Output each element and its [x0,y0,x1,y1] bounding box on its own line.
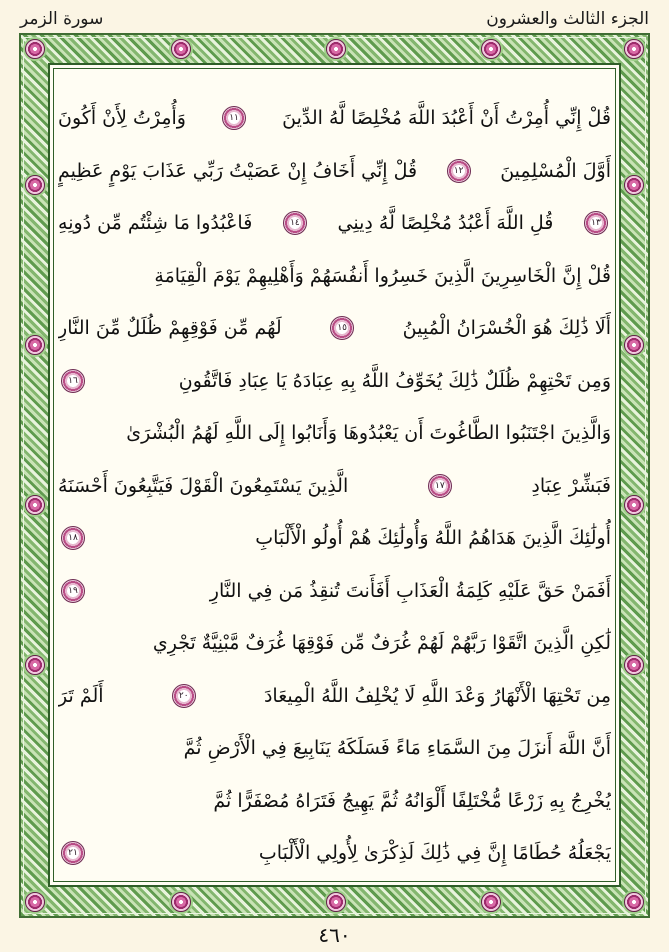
bottom-ornament-icon [171,892,191,912]
text-line [58,407,611,460]
ayah-number-marker: ١٩ [61,579,85,603]
text-line [58,512,611,565]
bottom-ornament-icon [481,892,501,912]
ayah-text: أَلَا ذَٰلِكَ هُوَ الْخُسْرَانُ الْمُبِينُ [402,317,611,339]
side-ornament-icon [624,655,644,675]
ayah-text: وَمِن تَحْتِهِمْ ظُلَلٌ ذَٰلِكَ يُخَوِّفُ اللَّهُ بِهِ عِبَادَهُ يَا عِبَادِ فَاتَّقُونِ [178,369,611,392]
side-ornament-icon [624,175,644,195]
ayah-number-marker: ٢٠ [172,684,196,708]
ayah-number-marker: ١١ [222,106,246,130]
ayah-text: لَٰكِنِ الَّذِينَ اتَّقَوْا رَبَّهُمْ لَهُمْ غُرَفٌ مِّن فَوْقِهَا غُرَفٌ مَّبْنِيَّةٌ تَجْرِي [152,632,611,654]
side-ornament-icon [25,335,45,355]
ayah-text: لَهُم مِّن فَوْقِهِمْ ظُلَلٌ مِّنَ النَّارِ [58,317,282,339]
text-line [58,250,611,303]
ayah-number-marker: ٢١ [61,841,85,865]
text-line [58,460,611,513]
ayah-text: قُلْ إِنِّي أُمِرْتُ أَنْ أَعْبُدَ اللَّهَ مُخْلِصًا لَّهُ الدِّينَ [282,107,611,129]
text-line [58,617,611,670]
ayah-text: يَجْعَلُهُ حُطَامًا إِنَّ فِي ذَٰلِكَ لَذِكْرَىٰ لِأُولِي الْأَلْبَابِ [258,842,611,864]
quran-text-block [58,92,611,880]
text-line [58,92,611,145]
corner-ornament-icon [25,892,45,912]
ayah-text: أَوَّلَ الْمُسْلِمِينَ [500,159,611,182]
ayah-number-marker: ١٧ [428,474,452,498]
side-ornament-icon [25,655,45,675]
side-ornament-icon [624,335,644,355]
ayah-text: أَلَمْ تَرَ [58,684,104,707]
surah-title: سورة الزمر [20,9,104,29]
corner-ornament-icon [624,39,644,59]
ayah-text: فَبَشِّرْ عِبَادِ [531,474,611,497]
ayah-number-marker: ١٥ [330,316,354,340]
text-line [58,565,611,618]
corner-ornament-icon [25,39,45,59]
top-ornament-icon [171,39,191,59]
top-ornament-icon [481,39,501,59]
juz-title: الجزء الثالث والعشرون [486,9,649,29]
ayah-text: الَّذِينَ يَسْتَمِعُونَ الْقَوْلَ فَيَتَّبِعُونَ أَحْسَنَهُ [58,474,349,497]
ayah-text: أُولَٰئِكَ الَّذِينَ هَدَاهُمُ اللَّهُ وَأُولَٰئِكَ هُمْ أُولُو الْأَلْبَابِ [255,527,611,549]
ayah-text: مِن تَحْتِهَا الْأَنْهَارُ وَعْدَ اللَّهِ لَا يُخْلِفُ اللَّهُ الْمِيعَادَ [263,684,611,707]
ayah-number-marker: ١٦ [61,369,85,393]
ayah-number-marker: ١٨ [61,526,85,550]
bottom-ornament-icon [326,892,346,912]
ayah-text: قُلْ إِنِّي أَخَافُ إِنْ عَصَيْتُ رَبِّي عَذَابَ يَوْمٍ عَظِيمٍ [58,159,418,182]
ayah-text: وَالَّذِينَ اجْتَنَبُوا الطَّاغُوتَ أَن يَعْبُدُوهَا وَأَنَابُوا إِلَى اللَّهِ لَهُمُ الْبُشْرَىٰ [126,422,611,444]
text-line [58,775,611,828]
text-line [58,145,611,198]
text-line [58,197,611,250]
side-ornament-icon [25,495,45,515]
page-number: ٤٦٠ [318,923,351,947]
ayah-text: وَأُمِرْتُ لِأَنْ أَكُونَ [58,107,186,129]
ayah-number-marker: ١٤ [283,211,307,235]
ayah-text: قُلْ إِنَّ الْخَاسِرِينَ الَّذِينَ خَسِرُوا أَنفُسَهُمْ وَأَهْلِيهِمْ يَوْمَ الْقِيَامَةِ [154,264,611,287]
ayah-number-marker: ١٢ [447,159,471,183]
text-line [58,302,611,355]
ayah-text: أَنَّ اللَّهَ أَنزَلَ مِنَ السَّمَاءِ مَاءً فَسَلَكَهُ يَنَابِيعَ فِي الْأَرْضِ ثُمَّ [183,737,611,759]
side-ornament-icon [624,495,644,515]
text-line [58,670,611,723]
side-ornament-icon [25,175,45,195]
page-header [20,4,649,34]
text-line [58,722,611,775]
text-line [58,355,611,408]
ayah-text: يُخْرِجُ بِهِ زَرْعًا مُّخْتَلِفًا أَلْوَانُهُ ثُمَّ يَهِيجُ فَتَرَاهُ مُصْفَرًّا ثُمَّ [213,789,611,812]
text-line [58,827,611,880]
ayah-number-marker: ١٣ [584,211,608,235]
ayah-text: أَفَمَنْ حَقَّ عَلَيْهِ كَلِمَةُ الْعَذَابِ أَفَأَنتَ تُنقِذُ مَن فِي النَّارِ [209,579,611,602]
top-ornament-icon [326,39,346,59]
ayah-text: قُلِ اللَّهَ أَعْبُدُ مُخْلِصًا لَّهُ دِينِي [337,212,554,234]
ayah-text: فَاعْبُدُوا مَا شِئْتُم مِّن دُونِهِ [58,212,253,234]
corner-ornament-icon [624,892,644,912]
